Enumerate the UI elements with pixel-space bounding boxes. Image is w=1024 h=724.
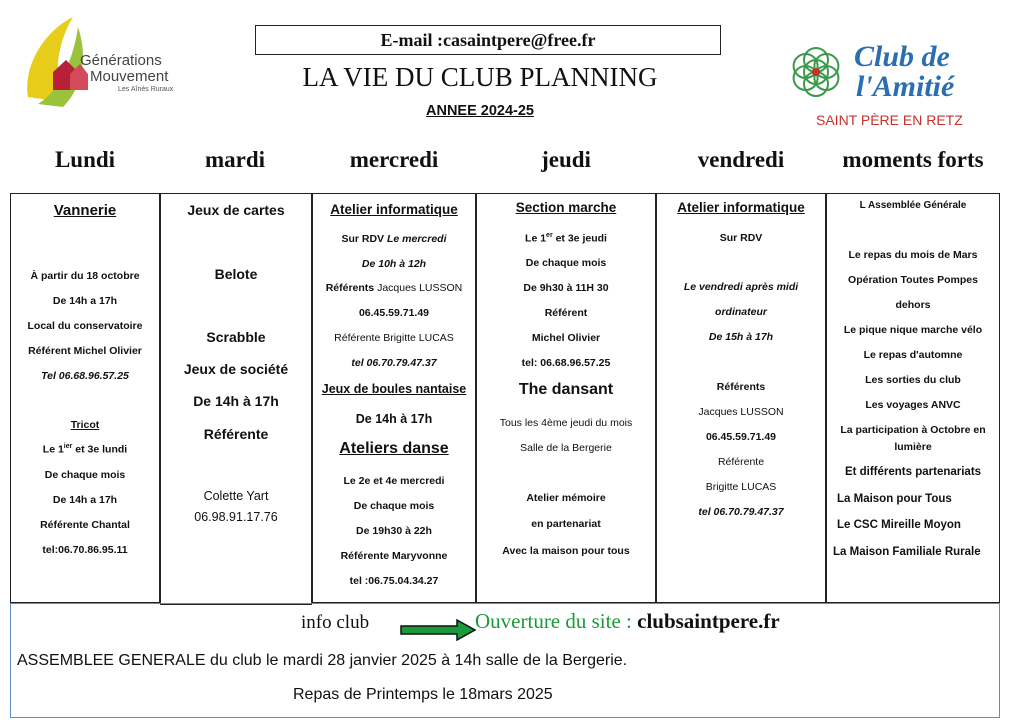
lundi-line: Référente Chantal — [40, 519, 130, 531]
moment-item: Et différents partenariats — [844, 466, 982, 478]
day-header-mercredi: mercredi — [349, 147, 439, 172]
mercredi-line: De 19h30 à 22h — [356, 525, 432, 537]
site-announcement — [475, 609, 780, 634]
info-club-box — [10, 603, 1000, 718]
lundi-line: tel:06.70.86.95.11 — [42, 544, 128, 556]
column-mardi — [160, 193, 312, 605]
jeudi-line: Tous les 4ème jeudi du mois — [499, 417, 633, 429]
jeudi-line: Atelier mémoire — [526, 492, 606, 504]
column-moments-forts — [826, 193, 1000, 603]
lundi-line: Référent Michel Olivier — [28, 345, 142, 357]
mardi-line: Référente — [203, 426, 269, 442]
mercredi-line: De chaque mois — [353, 500, 435, 512]
day-header-jeudi: jeudi — [541, 147, 591, 172]
moment-item: Le repas d'automne — [863, 349, 963, 361]
mercredi-line: De 10h à 12h — [361, 258, 427, 270]
email-box: E-mail :casaintpere@free.fr — [255, 25, 721, 55]
mercredi-line: tel :06.75.04.34.27 — [349, 575, 439, 587]
vendredi-line: Brigitte LUCAS — [705, 481, 777, 493]
activity-title: Tricot — [70, 419, 100, 431]
activity-title: Vannerie — [53, 202, 117, 219]
vendredi-line: Sur RDV — [719, 232, 763, 244]
mercredi-line: Référente Brigitte LUCAS — [334, 332, 454, 344]
logo-line-3: Les Aînés Ruraux — [118, 86, 174, 93]
mercredi-line — [313, 282, 475, 294]
lundi-line-part: Le 1 — [42, 443, 64, 456]
vendredi-line: Référente — [717, 456, 765, 468]
generations-mouvement-logo — [18, 12, 188, 112]
vendredi-line: Le vendredi après midi — [683, 281, 799, 293]
column-vendredi — [656, 193, 826, 603]
lundi-line — [11, 443, 159, 456]
mercredi-line-part: Référents — [325, 282, 375, 294]
jeudi-line: en partenariat — [531, 518, 601, 530]
activity-title: Atelier informatique — [677, 200, 805, 215]
logo-club-line-3: SAINT PÈRE EN RETZ — [816, 112, 963, 128]
activity-title: Ateliers danse — [339, 440, 449, 457]
jeudi-line: De chaque mois — [525, 257, 607, 269]
site-prefix: Ouverture du site : — [475, 609, 638, 633]
mercredi-line: tel 06.70.79.47.37 — [351, 357, 437, 369]
mercredi-line-part: Jacques LUSSON — [377, 282, 463, 294]
jeudi-line: Michel Olivier — [531, 332, 601, 344]
jeudi-line — [477, 232, 655, 245]
jeudi-line: Référent — [544, 307, 588, 319]
vendredi-line: tel 06.70.79.47.37 — [698, 506, 784, 518]
moment-item: Opération Toutes Pompes — [848, 274, 978, 286]
lundi-line: Tel 06.68.96.57.25 — [41, 370, 129, 382]
moment-item: L Assemblée Générale — [859, 200, 967, 211]
jeudi-line: Avec la maison pour tous — [502, 545, 630, 557]
club-amitie-logo — [786, 40, 1001, 132]
mardi-line: Scrabble — [206, 329, 266, 345]
vendredi-line: Référents — [716, 381, 766, 393]
activity-title: Jeux de cartes — [187, 202, 285, 218]
logo-club-line-1: Club de — [854, 40, 950, 73]
moment-item: Les voyages ANVC — [865, 399, 961, 411]
lundi-line: De 14h a 17h — [52, 295, 118, 307]
jeudi-line-part: et 3e jeudi — [552, 232, 607, 245]
mercredi-line-part: Le mercredi — [386, 233, 447, 245]
mercredi-line — [313, 233, 475, 245]
superscript: ier — [63, 443, 73, 450]
moment-item: La Maison Familiale Rurale — [833, 546, 981, 558]
jeudi-line: Salle de la Bergerie — [520, 442, 612, 454]
page-subtitle: ANNEE 2024-25 — [426, 103, 534, 119]
activity-title: Jeux de boules nantaise — [321, 382, 467, 396]
column-lundi — [10, 193, 160, 603]
moment-item: La participation à Octobre en — [840, 424, 986, 436]
lundi-line: À partir du 18 octobre — [30, 270, 140, 282]
moment-item: Le repas du mois de Mars — [848, 249, 978, 261]
vendredi-line: De 15h à 17h — [708, 331, 774, 343]
moment-item: La Maison pour Tous — [837, 493, 952, 505]
moment-item: lumière — [894, 441, 932, 453]
moment-item: dehors — [895, 299, 931, 311]
superscript: er — [546, 232, 553, 239]
mardi-line: 06.98.91.17.76 — [194, 510, 278, 524]
jeudi-line-part: Le 1 — [525, 232, 547, 245]
moment-item: Le CSC Mireille Moyon — [837, 519, 961, 531]
lundi-line-part: et 3e lundi — [72, 443, 128, 456]
column-mercredi — [312, 193, 476, 603]
mardi-line: Belote — [214, 266, 258, 282]
mardi-line: Colette Yart — [203, 489, 269, 503]
lundi-line: De 14h a 17h — [52, 494, 118, 506]
day-header-moments-forts: moments forts — [842, 147, 984, 172]
site-link[interactable]: clubsaintpere.fr — [637, 609, 780, 633]
activity-title: Section marche — [515, 200, 617, 215]
jeudi-line: De 9h30 à 11H 30 — [523, 282, 609, 294]
mardi-line: De 14h à 17h — [193, 393, 279, 409]
mercredi-line: Le 2e et 4e mercredi — [343, 475, 445, 487]
vendredi-line: 06.45.59.71.49 — [705, 431, 777, 443]
moment-item: Le pique nique marche vélo — [843, 324, 983, 336]
vendredi-line: ordinateur — [715, 306, 767, 318]
mercredi-line: 06.45.59.71.49 — [358, 307, 430, 319]
lundi-line: Local du conservatoire — [27, 320, 143, 332]
info-club-label: info club — [301, 612, 370, 633]
lundi-line: De chaque mois — [44, 469, 126, 481]
mercredi-line: Référente Maryvonne — [340, 550, 448, 562]
arrow-right-icon — [399, 618, 479, 642]
day-header-lundi: Lundi — [54, 147, 116, 172]
mercredi-line: De 14h à 17h — [355, 412, 433, 426]
logo-club-line-2: l'Amitié — [856, 70, 955, 103]
activity-title: Atelier informatique — [330, 202, 458, 217]
page-title: LA VIE DU CLUB PLANNING — [302, 62, 658, 92]
vendredi-line: Jacques LUSSON — [698, 406, 784, 418]
day-header-mardi: mardi — [204, 147, 266, 172]
day-header-vendredi: vendredi — [697, 147, 785, 172]
assemblee-generale-text: ASSEMBLEE GENERALE du club le mardi 28 janvier 2025 à 14h salle de la Bergerie. — [17, 652, 628, 669]
logo-line-2: Mouvement — [90, 68, 169, 85]
mardi-line: Jeux de société — [183, 361, 289, 377]
column-jeudi — [476, 193, 656, 603]
repas-printemps-text: Repas de Printemps le 18mars 2025 — [293, 686, 553, 703]
mercredi-line-part: Sur RDV — [341, 233, 385, 245]
jeudi-line: tel: 06.68.96.57.25 — [521, 357, 611, 369]
activity-title: The dansant — [518, 381, 614, 398]
logo-line-1: Générations — [80, 52, 162, 69]
moment-item: Les sorties du club — [865, 374, 961, 386]
